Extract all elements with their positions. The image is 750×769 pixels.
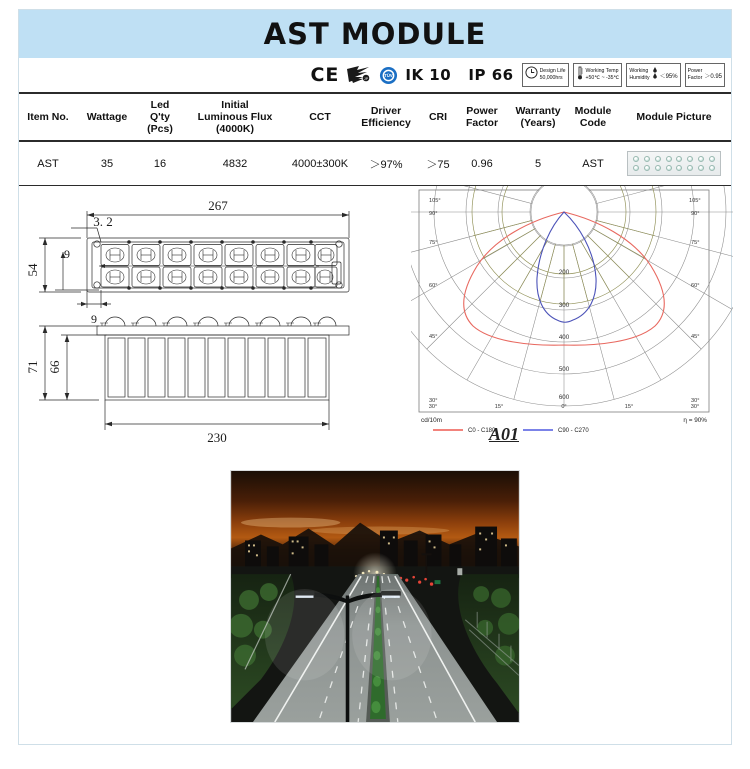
power-factor-subtitle: Factor (687, 75, 703, 81)
ik-ip-rating-label (405, 66, 513, 84)
radial-label-200: 200 (558, 269, 570, 276)
led-dot (655, 156, 661, 162)
working-temp-title: Working Temp (585, 68, 619, 74)
dim-thickness-3-2: 3. 2 (93, 214, 113, 229)
table-header-row (19, 93, 731, 141)
mechanical-drawings (19, 186, 419, 448)
angle-label-bottom-0: 0° (561, 404, 567, 410)
ik-rating-value: IK 10 (405, 66, 452, 84)
col-luminous-flux-l3: (4000K) (216, 123, 254, 135)
col-warranty (507, 93, 569, 141)
angle-label-left-30: 30° (429, 398, 438, 404)
col-item-no-l1: Item No. (27, 111, 69, 123)
angle-label-left-45: 45° (429, 334, 438, 340)
col-driver-efficiency (353, 93, 419, 141)
page-title: AST MODULE (263, 17, 487, 51)
cell-driver-efficiency: ＞97% (353, 141, 419, 186)
badge-design-life (522, 63, 569, 87)
cell-power-factor: 0.96 (457, 141, 507, 186)
angle-label-bottom-15l: 15° (494, 404, 504, 410)
led-dot (644, 156, 650, 162)
badge-working-humidity (626, 63, 680, 87)
badge-power-factor (685, 63, 725, 87)
dim-inner-9: 9 (64, 247, 70, 261)
led-dot (676, 156, 682, 162)
led-pcb-module-image (627, 151, 721, 176)
angle-label-bottom-30r: 30° (690, 404, 700, 410)
cell-item-no: AST (19, 141, 77, 186)
led-dot (698, 156, 704, 162)
power-factor-value: ＞0.95 (704, 73, 722, 80)
col-power-factor-l1: Power (466, 105, 498, 117)
ip-rating-value: IP 66 (468, 66, 514, 84)
angle-label-right-60: 60° (691, 283, 700, 289)
col-wattage (77, 93, 137, 141)
dim-total-height-71: 71 (25, 360, 40, 374)
badge-working-temp (573, 63, 623, 87)
led-dot (633, 156, 639, 162)
led-dot (666, 165, 672, 171)
design-life-value: 50,000hrs (539, 75, 563, 81)
led-dot (709, 156, 715, 162)
working-humidity-value: ＜95% (659, 73, 678, 80)
thermometer-icon (576, 66, 584, 85)
light-distribution-polar-diagram (411, 186, 733, 448)
col-led-qty-l2: Q'ty (149, 111, 170, 123)
led-dot (666, 156, 672, 162)
col-module-code-l2: Code (579, 117, 607, 129)
col-led-qty-l3: (Pcs) (147, 123, 173, 135)
angle-label-bottom-30l: 30° (428, 404, 438, 410)
night-highway-application-photo (230, 470, 520, 723)
angle-label-right-90: 90° (691, 211, 700, 217)
radial-label-400: 400 (558, 334, 570, 341)
rohs-icon (345, 65, 375, 85)
col-cri (419, 93, 457, 141)
led-dot (687, 165, 693, 171)
col-luminous-flux-l2: Luminous Flux (197, 111, 273, 123)
col-led-qty-l1: Led (150, 99, 170, 111)
cell-luminous-flux: 4832 (183, 141, 287, 186)
working-temp-value: +50℃ ~ -35℃ (585, 75, 620, 81)
col-cri-l1: CRI (428, 111, 448, 123)
legend-label-c90-c270: C90 - C270 (558, 428, 589, 434)
col-cct (287, 93, 353, 141)
working-humidity-subtitle: Humidity (629, 75, 650, 81)
col-power-factor-l2: Factor (465, 117, 499, 129)
tuv-icon (379, 66, 398, 85)
radial-label-300: 300 (558, 302, 570, 309)
led-dot (655, 165, 661, 171)
cell-wattage: 35 (77, 141, 137, 186)
cell-cct: 4000±300K (287, 141, 353, 186)
specification-table (19, 92, 731, 186)
angle-label-right-105: 105° (689, 198, 701, 204)
col-module-picture (617, 93, 731, 141)
col-item-no (19, 93, 77, 141)
table-row (19, 141, 731, 186)
certification-strip (19, 58, 731, 92)
drawings-section (19, 186, 731, 448)
col-driver-efficiency-l1: Driver (370, 105, 402, 117)
col-power-factor (457, 93, 507, 141)
col-module-code-l1: Module (574, 105, 612, 117)
col-luminous-flux (183, 93, 287, 141)
radial-label-500: 500 (558, 366, 570, 373)
col-driver-efficiency-l2: Efficiency (361, 117, 411, 129)
led-dot (633, 165, 639, 171)
col-cct-l1: CCT (309, 111, 331, 123)
datasheet-page (18, 9, 732, 745)
cell-led-qty: 16 (137, 141, 183, 186)
dim-body-height-66: 66 (47, 360, 62, 374)
polar-unit-label: cd/10m (421, 417, 442, 424)
led-dot (687, 156, 693, 162)
cell-module-picture (617, 141, 731, 186)
polar-diagram-code-label: A01 (489, 424, 520, 444)
angle-label-left-90: 90° (429, 211, 438, 217)
svg-text:TÜV: TÜV (384, 72, 394, 78)
clock-icon (525, 66, 538, 84)
angle-label-right-45: 45° (691, 334, 700, 340)
led-dot (644, 165, 650, 171)
col-warranty-l2: (Years) (520, 117, 556, 129)
cell-cri: ＞75 (419, 141, 457, 186)
angle-label-left-75: 75° (429, 240, 438, 246)
angle-label-left-105: 105° (429, 198, 441, 204)
dim-width-230: 230 (207, 430, 227, 445)
cell-warranty: 5 (507, 141, 569, 186)
dim-offset-9: 9 (91, 312, 97, 326)
humidity-icon (652, 66, 658, 84)
page-title-band (19, 10, 731, 58)
led-dot (709, 165, 715, 171)
led-dot (676, 165, 682, 171)
working-humidity-title: Working (629, 68, 649, 74)
design-life-title: Design Life (539, 68, 566, 74)
ce-mark-icon: CE (310, 64, 340, 86)
angle-label-right-30: 30° (691, 398, 700, 404)
dim-height-54: 54 (25, 263, 40, 277)
col-wattage-l1: Wattage (86, 111, 128, 123)
dim-length-267: 267 (208, 198, 228, 213)
angle-label-left-60: 60° (429, 283, 438, 289)
col-luminous-flux-l1: Initial (221, 99, 249, 111)
polar-efficiency-label: η = 90% (683, 417, 707, 424)
angle-label-right-75: 75° (691, 240, 700, 246)
cell-module-code: AST (569, 141, 617, 186)
angle-label-bottom-15r: 15° (624, 404, 634, 410)
led-dot (698, 165, 704, 171)
col-led-qty (137, 93, 183, 141)
col-module-code (569, 93, 617, 141)
col-warranty-l1: Warranty (515, 105, 561, 117)
application-photo-section (19, 470, 731, 723)
svg-text:JP: JP (364, 77, 369, 81)
legend-label-c0-c180: C0 - C180 (468, 428, 496, 434)
radial-label-600: 600 (558, 394, 570, 401)
power-factor-title: Power (687, 68, 703, 74)
col-module-picture-l1: Module Picture (636, 111, 712, 123)
